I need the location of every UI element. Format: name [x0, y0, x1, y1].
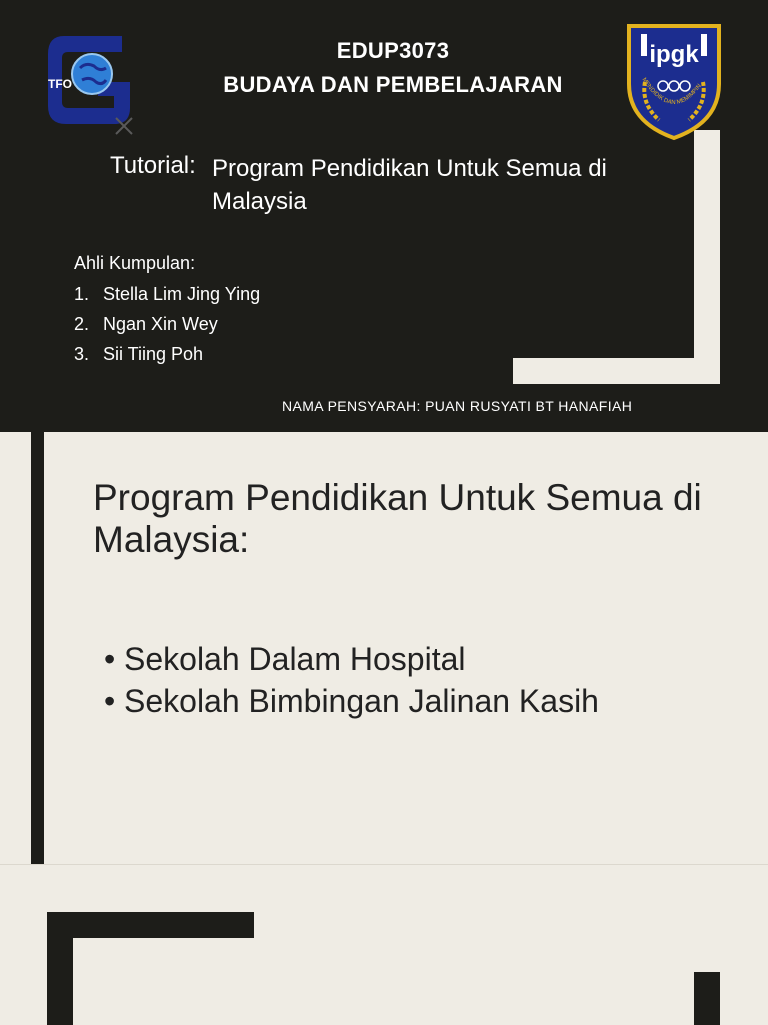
bullet-list — [104, 638, 599, 722]
member-number: 2. — [74, 314, 90, 334]
member-item — [74, 344, 203, 365]
decorative-frame-horizontal — [513, 358, 720, 384]
decorative-left-bar — [31, 432, 44, 864]
slide-title: Program Pendidikan Untuk Semua di Malaysia: — [93, 477, 702, 560]
bullet-text: Sekolah Bimbingan Jalinan Kasih — [124, 683, 599, 719]
member-number: 1. — [74, 284, 90, 304]
lecturer-name: NAMA PENSYARAH: PUAN RUSYATI BT HANAFIAH — [282, 398, 633, 414]
bullet-icon: • — [104, 683, 116, 719]
member-item — [74, 314, 218, 335]
next-slide-partial — [0, 864, 768, 1025]
list-item — [104, 638, 599, 680]
decorative-frame-vertical — [47, 912, 73, 1025]
member-item — [74, 284, 260, 305]
bullet-icon: • — [104, 641, 116, 677]
svg-text:ipgk: ipgk — [649, 41, 699, 68]
member-name: Ngan Xin Wey — [103, 314, 218, 334]
member-name: Sii Tiing Poh — [103, 344, 204, 364]
svg-text:TFO: TFO — [48, 77, 72, 91]
decorative-frame-right — [694, 972, 720, 1025]
tutorial-label: Tutorial: — [110, 152, 196, 179]
content-slide — [0, 432, 768, 864]
member-number: 3. — [74, 344, 90, 364]
title-slide — [0, 0, 768, 432]
svg-text:MENDIDIK DAN MEMIMPIN: MENDIDIK DAN MEMIMPIN — [640, 77, 703, 107]
decorative-frame-horizontal — [47, 912, 254, 938]
course-name: BUDAYA DAN PEMBELAJARAN — [223, 72, 563, 97]
bullet-text: Sekolah Dalam Hospital — [124, 641, 466, 677]
member-name: Stella Lim Jing Ying — [103, 284, 261, 304]
course-code: EDUP3073 — [336, 38, 450, 63]
decorative-frame-vertical — [694, 130, 720, 384]
list-item — [104, 680, 599, 722]
tutorial-title: Program Pendidikan Untuk Semua di Malaysia — [212, 155, 607, 215]
members-heading: Ahli Kumpulan: — [74, 253, 196, 273]
